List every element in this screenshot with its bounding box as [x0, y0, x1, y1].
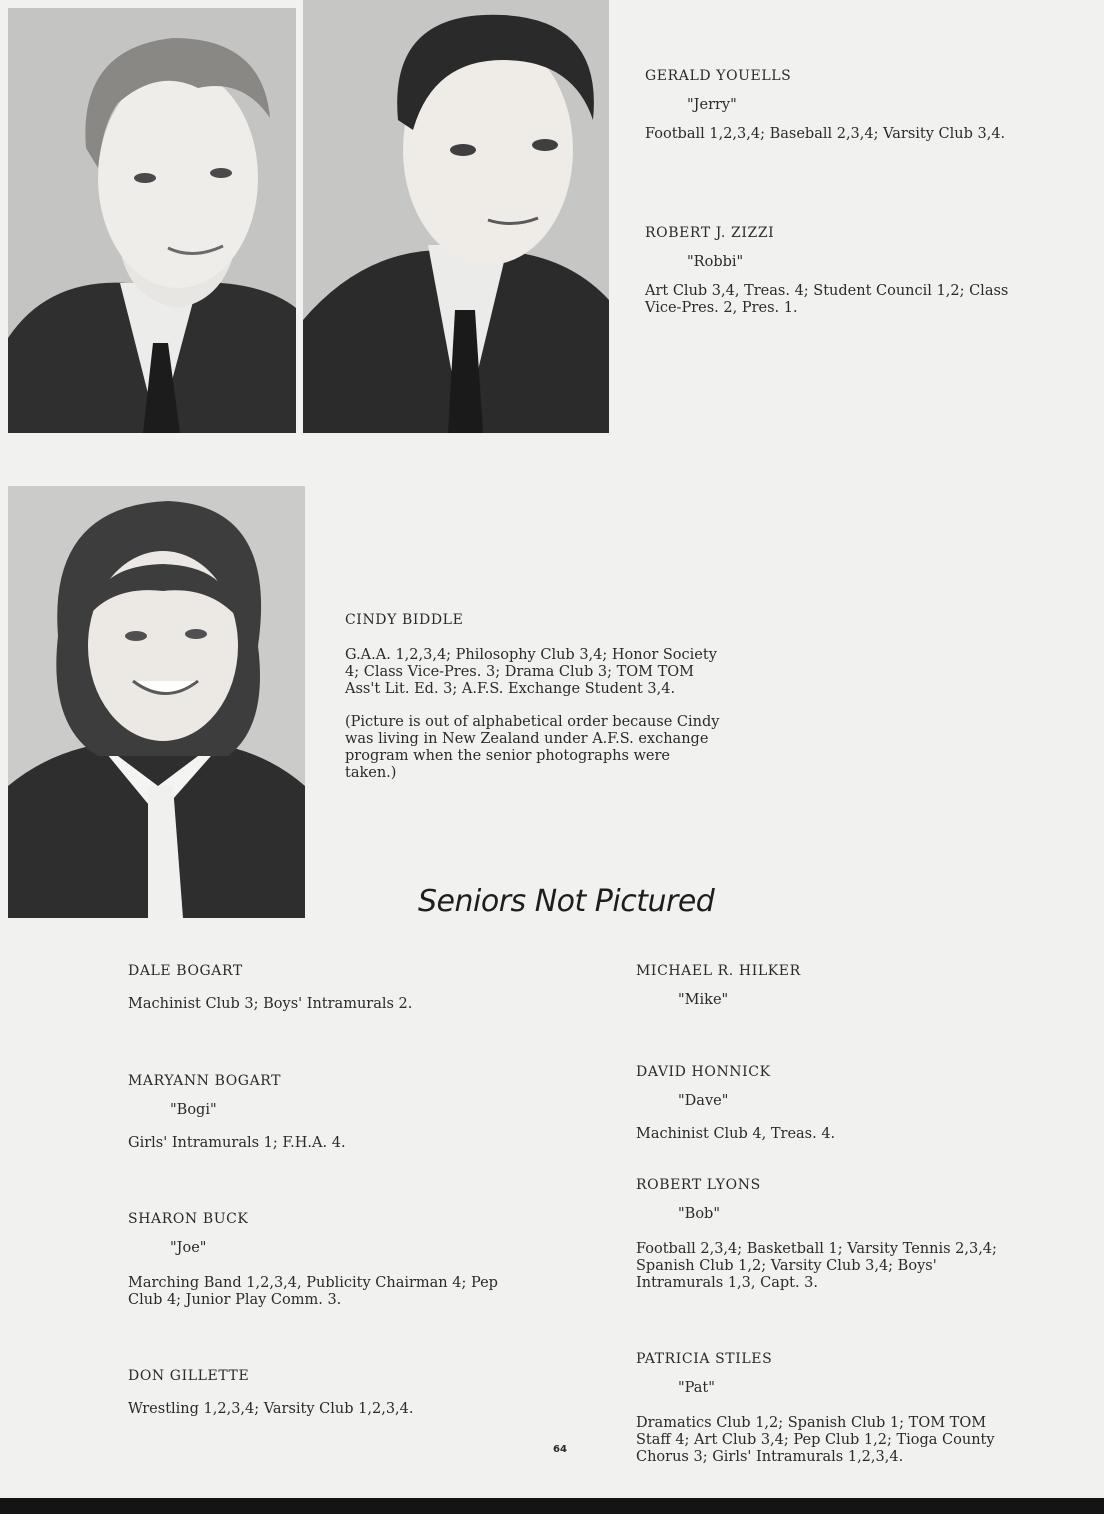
senior-activities: Art Club 3,4, Treas. 4; Student Council 1,2; Class Vice-Pres. 2, Pres. 1.	[645, 283, 1009, 316]
scan-bottom-edge	[0, 1498, 1104, 1514]
senior-activities: Dramatics Club 1,2; Spanish Club 1; TOM TOM Staff 4; Art Club 3,4; Pep Club 1,2; Tioga County Chorus 3; Girls' Intramurals 1,2,3,4.	[636, 1415, 995, 1465]
senior-nickname: "Jerry"	[687, 97, 737, 113]
senior-entry-cindy-biddle	[345, 612, 723, 782]
senior-name: DALE BOGART	[128, 963, 243, 979]
senior-entry-robert-zizzi	[645, 225, 1025, 317]
not-pictured-entry-david-honnick	[636, 1064, 1016, 1143]
senior-name: PATRICIA STILES	[636, 1351, 773, 1367]
not-pictured-entry-robert-lyons	[636, 1177, 1016, 1292]
not-pictured-entry-don-gillette	[128, 1368, 508, 1418]
senior-nickname: "Dave"	[678, 1093, 729, 1109]
senior-activities: Machinist Club 3; Boys' Intramurals 2.	[128, 996, 413, 1012]
senior-nickname: "Robbi"	[687, 254, 744, 270]
senior-activities: Marching Band 1,2,3,4, Publicity Chairman 4; Pep Club 4; Junior Play Comm. 3.	[128, 1275, 498, 1308]
senior-name: ROBERT LYONS	[636, 1177, 761, 1193]
senior-note: (Picture is out of alphabetical order because Cindy was living in New Zealand under A.F.S. exchange program when the senior photographs were taken.)	[345, 714, 720, 781]
senior-entry-gerald-youells	[645, 68, 1025, 143]
senior-activities: G.A.A. 1,2,3,4; Philosophy Club 3,4; Honor Society 4; Class Vice-Pres. 3; Drama Club 3; TOM TOM Ass't Lit. Ed. 3; A.F.S. Exchange Student 3,4.	[345, 647, 717, 697]
senior-nickname: "Joe"	[170, 1240, 207, 1256]
senior-name: DON GILLETTE	[128, 1368, 250, 1384]
senior-activities: Machinist Club 4, Treas. 4.	[636, 1126, 836, 1142]
senior-name: DAVID HONNICK	[636, 1064, 771, 1080]
senior-name: SHARON BUCK	[128, 1211, 249, 1227]
not-pictured-entry-michael-hilker	[636, 963, 1016, 1009]
senior-nickname: "Bob"	[678, 1206, 721, 1222]
senior-name: ROBERT J. ZIZZI	[645, 225, 775, 241]
senior-activities: Football 1,2,3,4; Baseball 2,3,4; Varsity Club 3,4.	[645, 126, 1006, 142]
senior-name: CINDY BIDDLE	[345, 612, 464, 628]
portrait-photo-robert-zizzi	[303, 0, 609, 433]
not-pictured-entry-patricia-stiles	[636, 1351, 1016, 1466]
senior-nickname: "Mike"	[678, 992, 729, 1008]
senior-nickname: "Bogi"	[170, 1102, 217, 1118]
section-heading: Seniors Not Pictured	[418, 884, 715, 919]
senior-name: MICHAEL R. HILKER	[636, 963, 801, 979]
senior-name: GERALD YOUELLS	[645, 68, 792, 84]
portrait-photo-cindy-biddle	[8, 486, 305, 918]
not-pictured-entry-dale-bogart	[128, 963, 508, 1013]
not-pictured-entry-sharon-buck	[128, 1211, 508, 1309]
not-pictured-entry-maryann-bogart	[128, 1073, 508, 1152]
senior-activities: Girls' Intramurals 1; F.H.A. 4.	[128, 1135, 346, 1151]
senior-activities: Wrestling 1,2,3,4; Varsity Club 1,2,3,4.	[128, 1401, 414, 1417]
senior-name: MARYANN BOGART	[128, 1073, 282, 1089]
page-number: 64	[553, 1444, 567, 1455]
senior-nickname: "Pat"	[678, 1380, 715, 1396]
senior-activities: Football 2,3,4; Basketball 1; Varsity Tennis 2,3,4; Spanish Club 1,2; Varsity Club 3,4; Boys' Intramurals 1,3, Capt. 3.	[636, 1241, 997, 1291]
portrait-photo-gerald-youells	[8, 8, 296, 433]
